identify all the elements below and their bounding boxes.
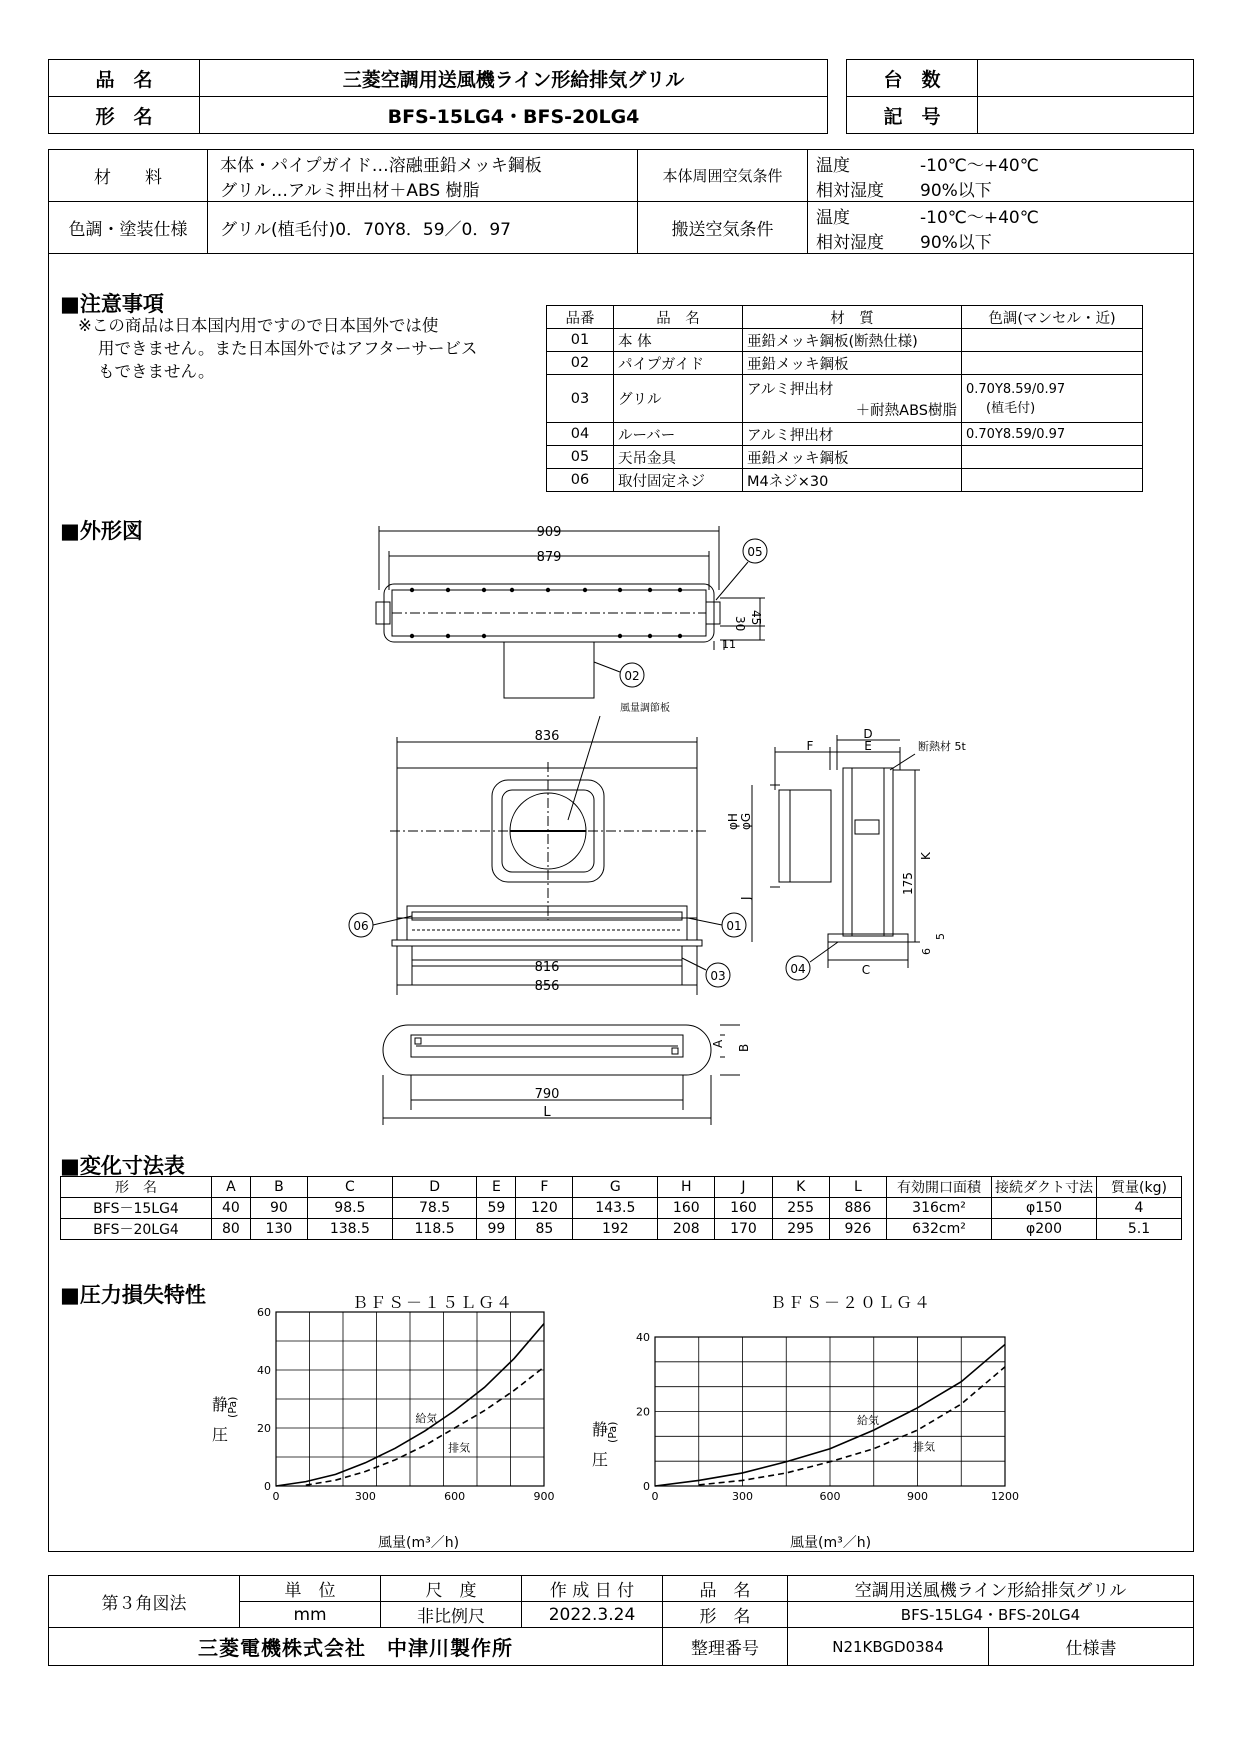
part-no: 05: [547, 446, 614, 469]
dims-cell: 98.5: [308, 1198, 393, 1219]
table-row: [61, 1198, 1182, 1219]
dims-cell: 926: [829, 1219, 886, 1240]
ylabel-char-2: 圧: [212, 1425, 229, 1444]
transport-label: 搬送空気条件: [638, 202, 808, 254]
dim-D: D: [863, 727, 873, 741]
dims-header: K: [772, 1177, 829, 1198]
part-material: 亜鉛メッキ鋼板: [743, 352, 962, 375]
dims-cell: φ150: [992, 1198, 1097, 1219]
dims-cell: 4: [1097, 1198, 1182, 1219]
humid-value: 90%以下: [920, 180, 992, 201]
dim-909: 909: [536, 525, 562, 540]
part-no: 01: [547, 329, 614, 352]
dims-cell: 118.5: [392, 1219, 477, 1240]
front-view: [349, 701, 746, 995]
dims-header: E: [477, 1177, 516, 1198]
qty-label: 台 数: [847, 60, 978, 97]
damper-label: 風量調節板: [620, 703, 670, 714]
x-tick-label: 300: [732, 1490, 753, 1503]
bottom-view: [383, 1025, 751, 1125]
material-label: 材 料: [49, 150, 208, 202]
temp2-label: 温度: [816, 207, 850, 228]
parts-header-material: 材 質: [743, 306, 962, 329]
dims-cell: φ200: [992, 1219, 1097, 1240]
chart-1-yunit: (Pa): [226, 1396, 239, 1418]
part-material: アルミ押出材: [743, 423, 962, 446]
dims-cell: 130: [250, 1219, 307, 1240]
x-tick-label: 900: [907, 1490, 928, 1503]
part-no: 06: [547, 469, 614, 492]
x-tick-label: 900: [533, 1490, 555, 1503]
dim-45: 45: [749, 610, 763, 626]
dims-cell: 295: [772, 1219, 829, 1240]
x-tick-label: 600: [819, 1490, 841, 1503]
doc-type: 仕様書: [989, 1628, 1194, 1666]
dim-175: 175: [901, 872, 915, 895]
dims-header: L: [829, 1177, 886, 1198]
series-label-exhaust: 排気: [448, 1441, 471, 1455]
model-label: 形 名: [49, 97, 200, 134]
dims-header: J: [715, 1177, 772, 1198]
dim-836: 836: [534, 729, 560, 744]
dims-cell: 59: [477, 1198, 516, 1219]
dim-879: 879: [536, 550, 562, 565]
color-value: グリル(植毛付)0．70Y8．59／0．97: [208, 202, 638, 254]
company-name: 三菱電機株式会社 中津川製作所: [49, 1628, 663, 1666]
part-color-line-1: 0.70Y8.59/0.97: [966, 381, 1066, 397]
dims-cell: 80: [212, 1219, 251, 1240]
dim-E: E: [864, 739, 872, 753]
dims-cell: 208: [658, 1219, 715, 1240]
temp-value: -10℃～+40℃: [920, 155, 1039, 176]
part-no: 03: [547, 375, 614, 423]
dim-B: B: [737, 1043, 751, 1052]
dims-header: C: [308, 1177, 393, 1198]
dims-cell: BFS－20LG4: [61, 1219, 212, 1240]
part-material: 亜鉛メッキ鋼板(断熱仕様): [743, 329, 962, 352]
callout-05: 05: [747, 545, 763, 559]
dims-cell: 170: [715, 1219, 772, 1240]
callout-01: 01: [726, 919, 742, 933]
dims-cell: 138.5: [308, 1219, 393, 1240]
y-tick-label: 40: [636, 1331, 650, 1344]
name-value: 空調用送風機ライン形給排気グリル: [788, 1576, 1194, 1602]
dim-11: 11: [722, 638, 736, 651]
dims-cell: 78.5: [392, 1198, 477, 1219]
dim-5: 5: [934, 933, 947, 940]
dims-header: 有効開口面積: [887, 1177, 992, 1198]
dim-phiH: φH: [726, 813, 740, 830]
dims-cell: 99: [477, 1219, 516, 1240]
notice-title: ■注意事項: [60, 292, 164, 316]
model-value-footer: BFS-15LG4・BFS-20LG4: [788, 1602, 1194, 1628]
notice-line-1: ※この商品は日本国内用ですので日本国外では使: [78, 316, 439, 335]
dim-A: A: [711, 1039, 725, 1048]
part-name: ルーバー: [614, 423, 743, 446]
scale-value: 非比例尺: [381, 1602, 522, 1628]
dim-K: K: [919, 852, 933, 860]
side-view: [726, 727, 966, 980]
dims-header: G: [573, 1177, 658, 1198]
dims-cell: 143.5: [573, 1198, 658, 1219]
dims-cell: 886: [829, 1198, 886, 1219]
temp-label: 温度: [816, 155, 850, 176]
parts-header-no: 品番: [547, 306, 614, 329]
dim-C: C: [861, 963, 871, 977]
part-no: 04: [547, 423, 614, 446]
dims-cell: 192: [573, 1219, 658, 1240]
dims-header: B: [250, 1177, 307, 1198]
part-name: 取付固定ネジ: [614, 469, 743, 492]
y-tick-label: 0: [264, 1480, 271, 1493]
unit-label: 単 位: [240, 1576, 381, 1602]
dims-cell: 85: [516, 1219, 573, 1240]
dims-table: [60, 1176, 1182, 1240]
part-no: 02: [547, 352, 614, 375]
dim-856: 856: [534, 979, 560, 994]
parts-header-color: 色調(マンセル・近): [962, 306, 1143, 329]
dims-header: 質量(kg): [1097, 1177, 1182, 1198]
part-name: パイプガイド: [614, 352, 743, 375]
part-name: グリル: [614, 375, 743, 423]
series-line-exhaust: [699, 1367, 1005, 1485]
ref-label: 整理番号: [663, 1628, 788, 1666]
dim-L: L: [543, 1105, 551, 1120]
dim-6: 6: [920, 948, 933, 955]
dims-cell: 632cm²: [887, 1219, 992, 1240]
chart-2-yunit: (Pa): [606, 1421, 619, 1443]
callout-04: 04: [790, 962, 806, 976]
chart-2-xlabel: 風量(m³／h): [790, 1535, 872, 1551]
dims-cell: 5.1: [1097, 1219, 1182, 1240]
chart-bfs20: [636, 1331, 1019, 1503]
projection: 第３角図法: [49, 1576, 240, 1628]
dim-J: J: [739, 896, 753, 900]
part-color-line-2: (植毛付): [986, 400, 1036, 416]
mark-label: 記 号: [847, 97, 978, 134]
y-tick-label: 60: [257, 1306, 271, 1319]
pressure-title: ■圧力損失特性: [60, 1283, 206, 1307]
dims-cell: 160: [715, 1198, 772, 1219]
chart-1-xlabel: 風量(m³／h): [378, 1535, 460, 1551]
notice-line-2: 用できません。また日本国外ではアフターサービス: [98, 339, 478, 358]
temp2-value: -10℃～+40℃: [920, 207, 1039, 228]
dim-790: 790: [534, 1087, 560, 1102]
dims-cell: BFS－15LG4: [61, 1198, 212, 1219]
color-label: 色調・塗装仕様: [49, 202, 208, 254]
chart-bfs15: [257, 1306, 555, 1503]
part-material: M4ネジ×30: [743, 469, 962, 492]
table-row: [61, 1219, 1182, 1240]
y-tick-label: 0: [643, 1480, 650, 1493]
x-tick-label: 600: [444, 1490, 466, 1503]
ambient-label: 本体周囲空気条件: [638, 150, 808, 202]
dims-header: H: [658, 1177, 715, 1198]
scale-label: 尺 度: [381, 1576, 522, 1602]
material-line-2: グリル…アルミ押出材＋ABS 樹脂: [220, 180, 480, 201]
ref-value: N21KBGD0384: [788, 1628, 989, 1666]
humid2-label: 相対湿度: [816, 232, 884, 253]
date-label: 作 成 日 付: [522, 1576, 663, 1602]
unit-value: mm: [240, 1602, 381, 1628]
ylabel-char-2: 圧: [592, 1450, 609, 1469]
dim-phiG: φG: [739, 812, 753, 830]
outline-title: ■外形図: [60, 519, 143, 543]
series-label-supply: 給気: [857, 1413, 879, 1427]
x-tick-label: 300: [354, 1490, 376, 1503]
dim-816: 816: [534, 960, 560, 975]
chart-2-title: ＢＦＳ－２０ＬＧ４: [770, 1293, 933, 1312]
dims-cell: 160: [658, 1198, 715, 1219]
callout-06: 06: [353, 919, 369, 933]
series-label-exhaust: 排気: [913, 1440, 935, 1454]
model-label-footer: 形 名: [663, 1602, 788, 1628]
dims-header: A: [212, 1177, 251, 1198]
part-name: 天吊金具: [614, 446, 743, 469]
dim-30: 30: [733, 616, 747, 632]
insulation-label: 断熱材 5t: [918, 740, 966, 753]
y-tick-label: 20: [257, 1422, 271, 1435]
series-label-supply: 給気: [415, 1411, 438, 1425]
dims-cell: 255: [772, 1198, 829, 1219]
dims-title: ■変化寸法表: [60, 1154, 185, 1178]
dims-header: F: [516, 1177, 573, 1198]
parts-header-name: 品 名: [614, 306, 743, 329]
callout-02: 02: [624, 669, 640, 683]
part-name: 本 体: [614, 329, 743, 352]
dims-cell: 316cm²: [887, 1198, 992, 1219]
dims-cell: 90: [250, 1198, 307, 1219]
product-name-label: 品 名: [49, 60, 200, 97]
date-value: 2022.3.24: [522, 1602, 663, 1628]
dim-F: F: [806, 739, 814, 753]
part-material-line-1: アルミ押出材: [747, 381, 834, 398]
x-tick-label: 0: [272, 1490, 280, 1503]
x-tick-label: 1200: [991, 1490, 1019, 1503]
dims-header: D: [392, 1177, 477, 1198]
series-line-exhaust: [306, 1367, 544, 1485]
footer-table: [48, 1575, 1194, 1666]
top-view: [376, 525, 767, 698]
callout-03: 03: [710, 969, 726, 983]
x-tick-label: 0: [651, 1490, 659, 1503]
ylabel-char-1: 静: [212, 1395, 229, 1414]
dims-header: 形 名: [61, 1177, 212, 1198]
part-color: 0.70Y8.59/0.97: [962, 423, 1143, 446]
ylabel-char-1: 静: [592, 1420, 609, 1439]
dims-cell: 40: [212, 1198, 251, 1219]
dims-header-row: [61, 1177, 1182, 1198]
humid2-value: 90%以下: [920, 232, 992, 253]
dims-header: 接続ダクト寸法: [992, 1177, 1097, 1198]
material-line-1: 本体・パイプガイド…溶融亜鉛メッキ鋼板: [220, 155, 542, 176]
part-material: 亜鉛メッキ鋼板: [743, 446, 962, 469]
product-name: 三菱空調用送風機ライン形給排気グリル: [200, 60, 828, 97]
humid-label: 相対湿度: [816, 180, 884, 201]
model-name: BFS-15LG4・BFS-20LG4: [200, 97, 828, 134]
name-label: 品 名: [663, 1576, 788, 1602]
y-tick-label: 40: [257, 1364, 271, 1377]
part-material-line-2: ＋耐熱ABS樹脂: [855, 402, 957, 419]
dims-cell: 120: [516, 1198, 573, 1219]
chart-1-title: ＢＦＳ－１５ＬＧ４: [352, 1293, 515, 1312]
pressure-charts: [0, 1300, 1240, 1540]
y-tick-label: 20: [636, 1405, 650, 1419]
notice-line-3: もできません。: [98, 362, 215, 381]
